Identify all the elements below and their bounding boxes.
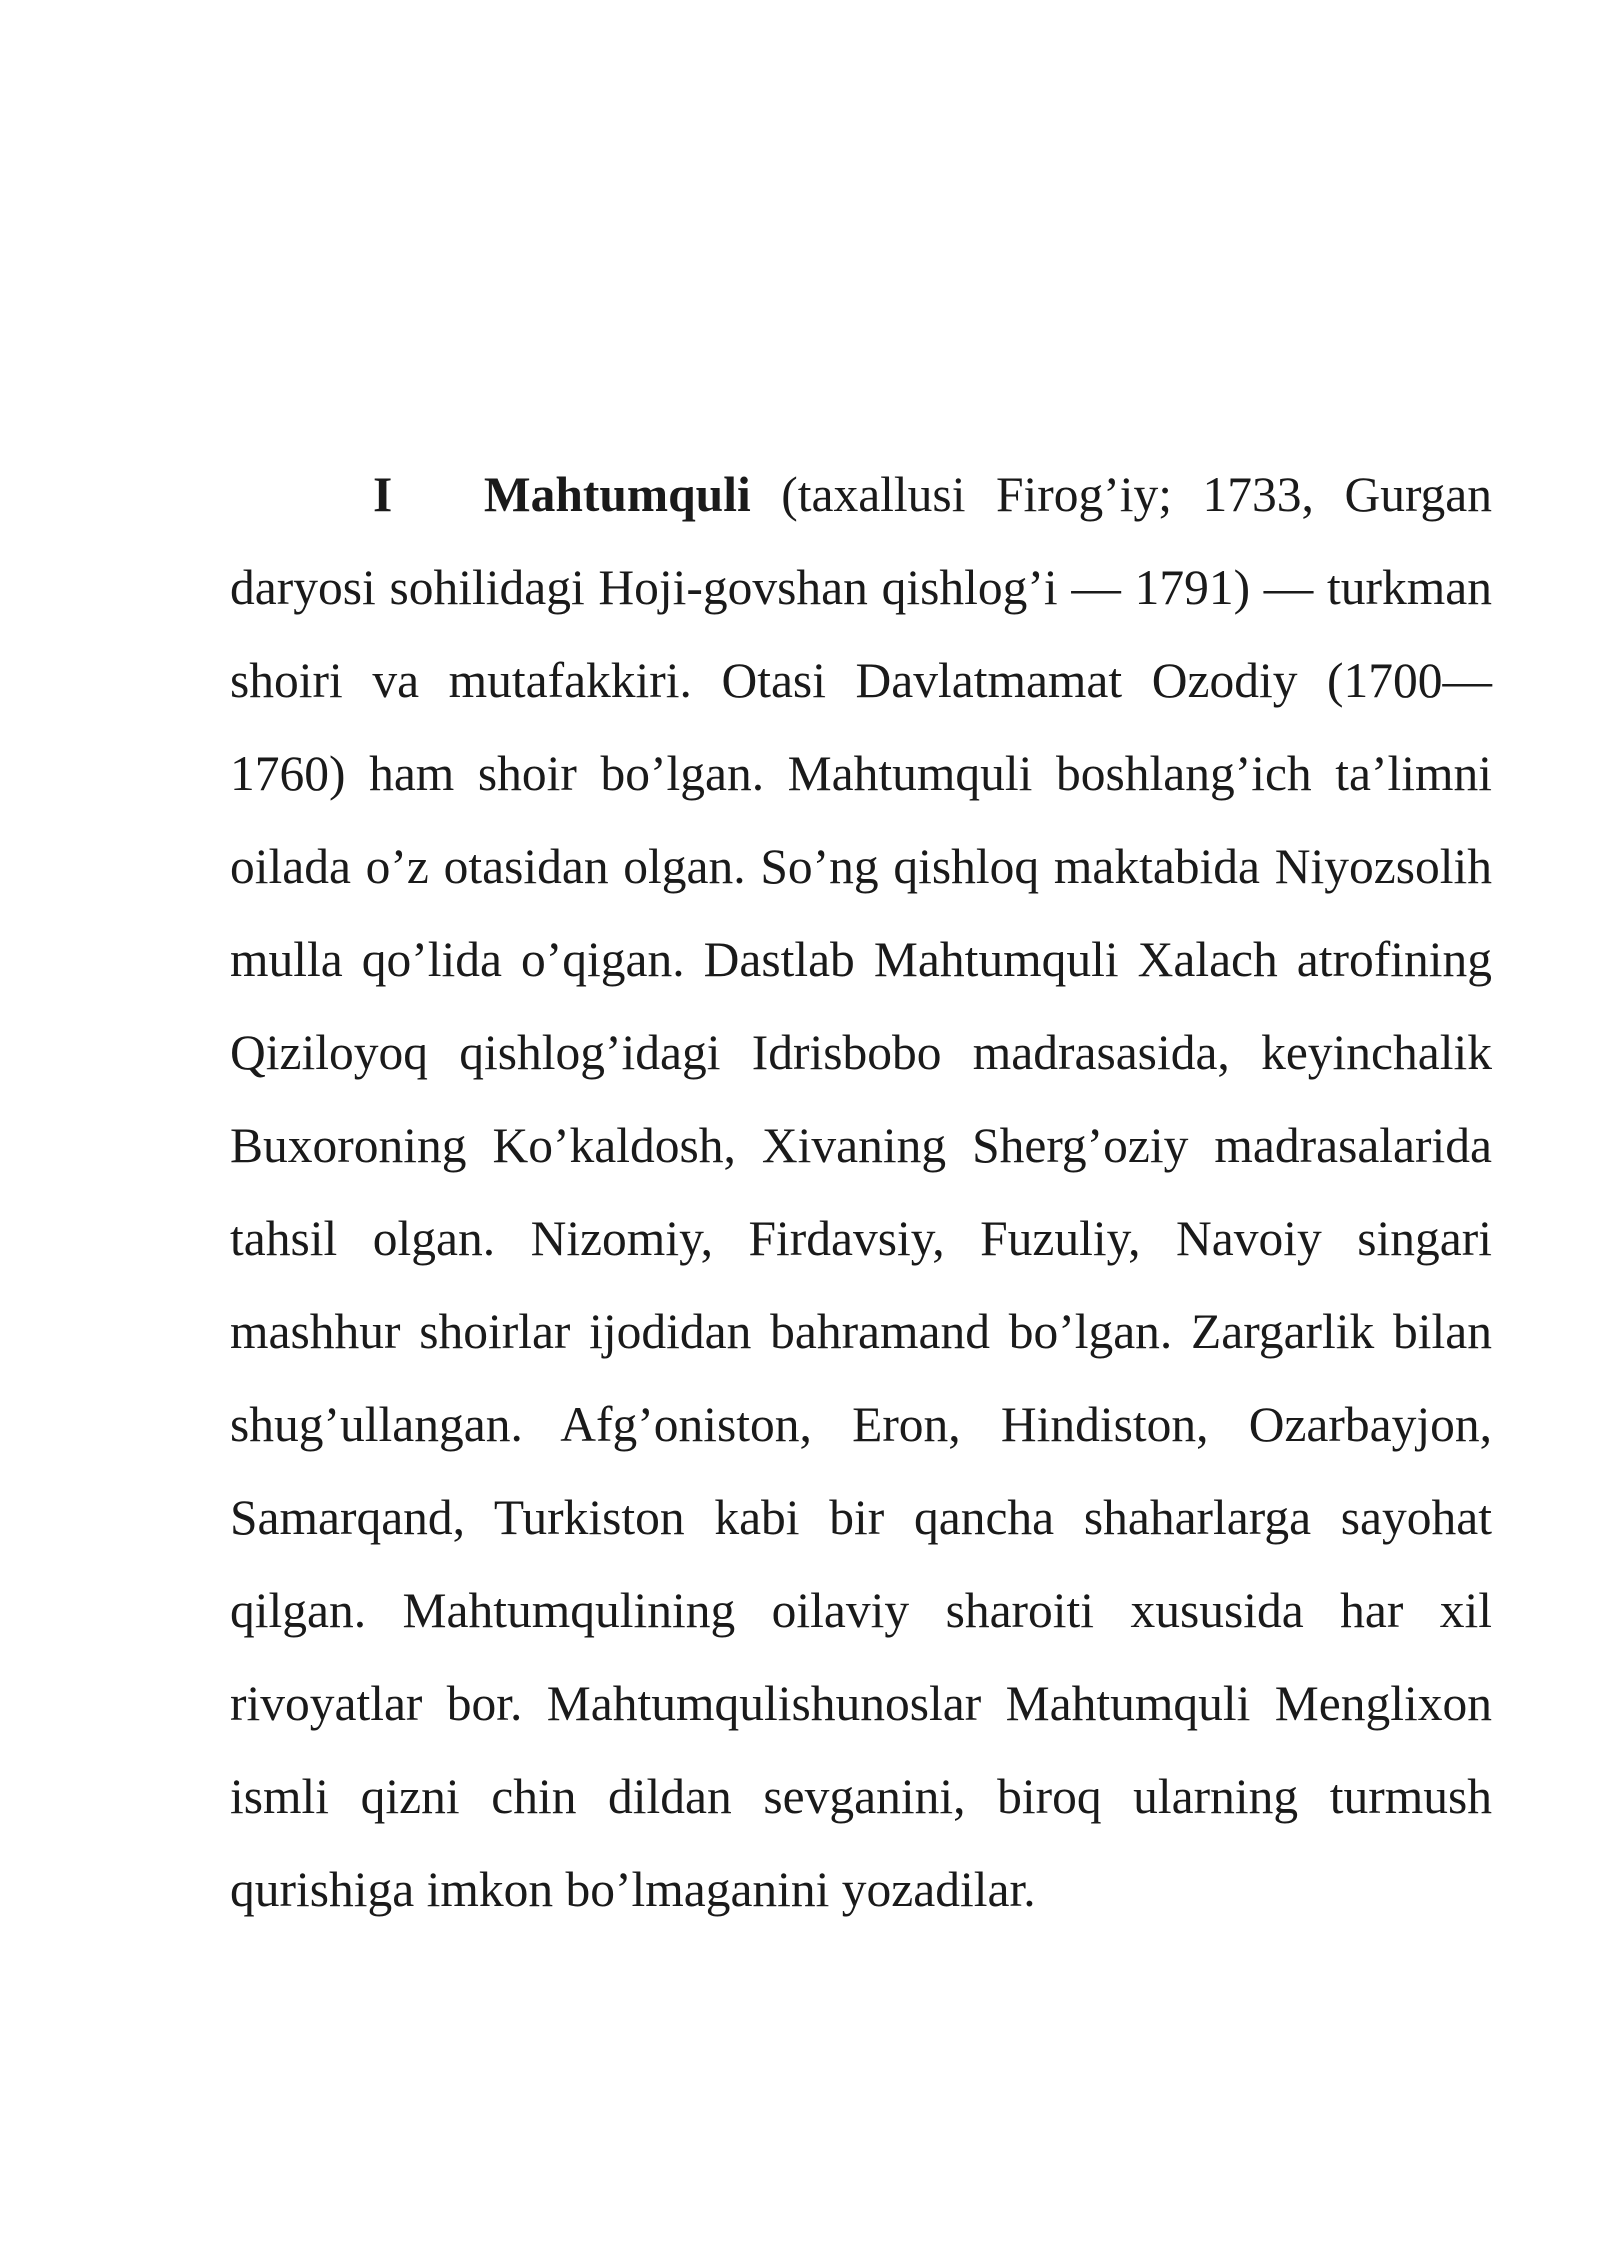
subject-name: Mahtumquli (483, 466, 751, 522)
body-paragraph (230, 448, 1492, 1936)
section-number: I (373, 466, 393, 522)
paragraph-text: (taxallusi Firog’iy; 1733, Gurgan daryosi sohilidagi Hoji-govshan qishlog’i — 1791) — turkman shoiri va mutafakkiri. Otasi Davlatmamat Ozodiy (1700—1760) ham shoir bo’lgan. Mahtumquli boshlang’ich ta’limni oilada o’z otasidan olgan. So’ng qishloq maktabida Niyozsolih mulla qo’lida o’qigan. Dastlab Mahtumquli Xalach atrofining Qiziloyoq qishlog’idagi Idrisbobo madrasasida, keyinchalik Buxoroning Ko’kaldosh, Xivaning Sherg’oziy madrasalarida tahsil olgan. Nizomiy, Firdavsiy, Fuzuliy, Navoiy singari mashhur shoirlar ijodidan bahramand bo’lgan. Zargarlik bilan shug’ullangan. Afg’oniston, Eron, Hindiston, Ozarbayjon, Samarqand, Turkiston kabi bir qancha shaharlarga sayohat qilgan. Mahtumqulining oilaviy sharoiti xususida har xil rivoyatlar bor. Mahtumqulishunoslar Mahtumquli Menglixon ismli qizni chin dildan sevganini, biroq ularning turmush qurishiga imkon bo’lmaganini yozadilar. (230, 466, 1493, 1917)
